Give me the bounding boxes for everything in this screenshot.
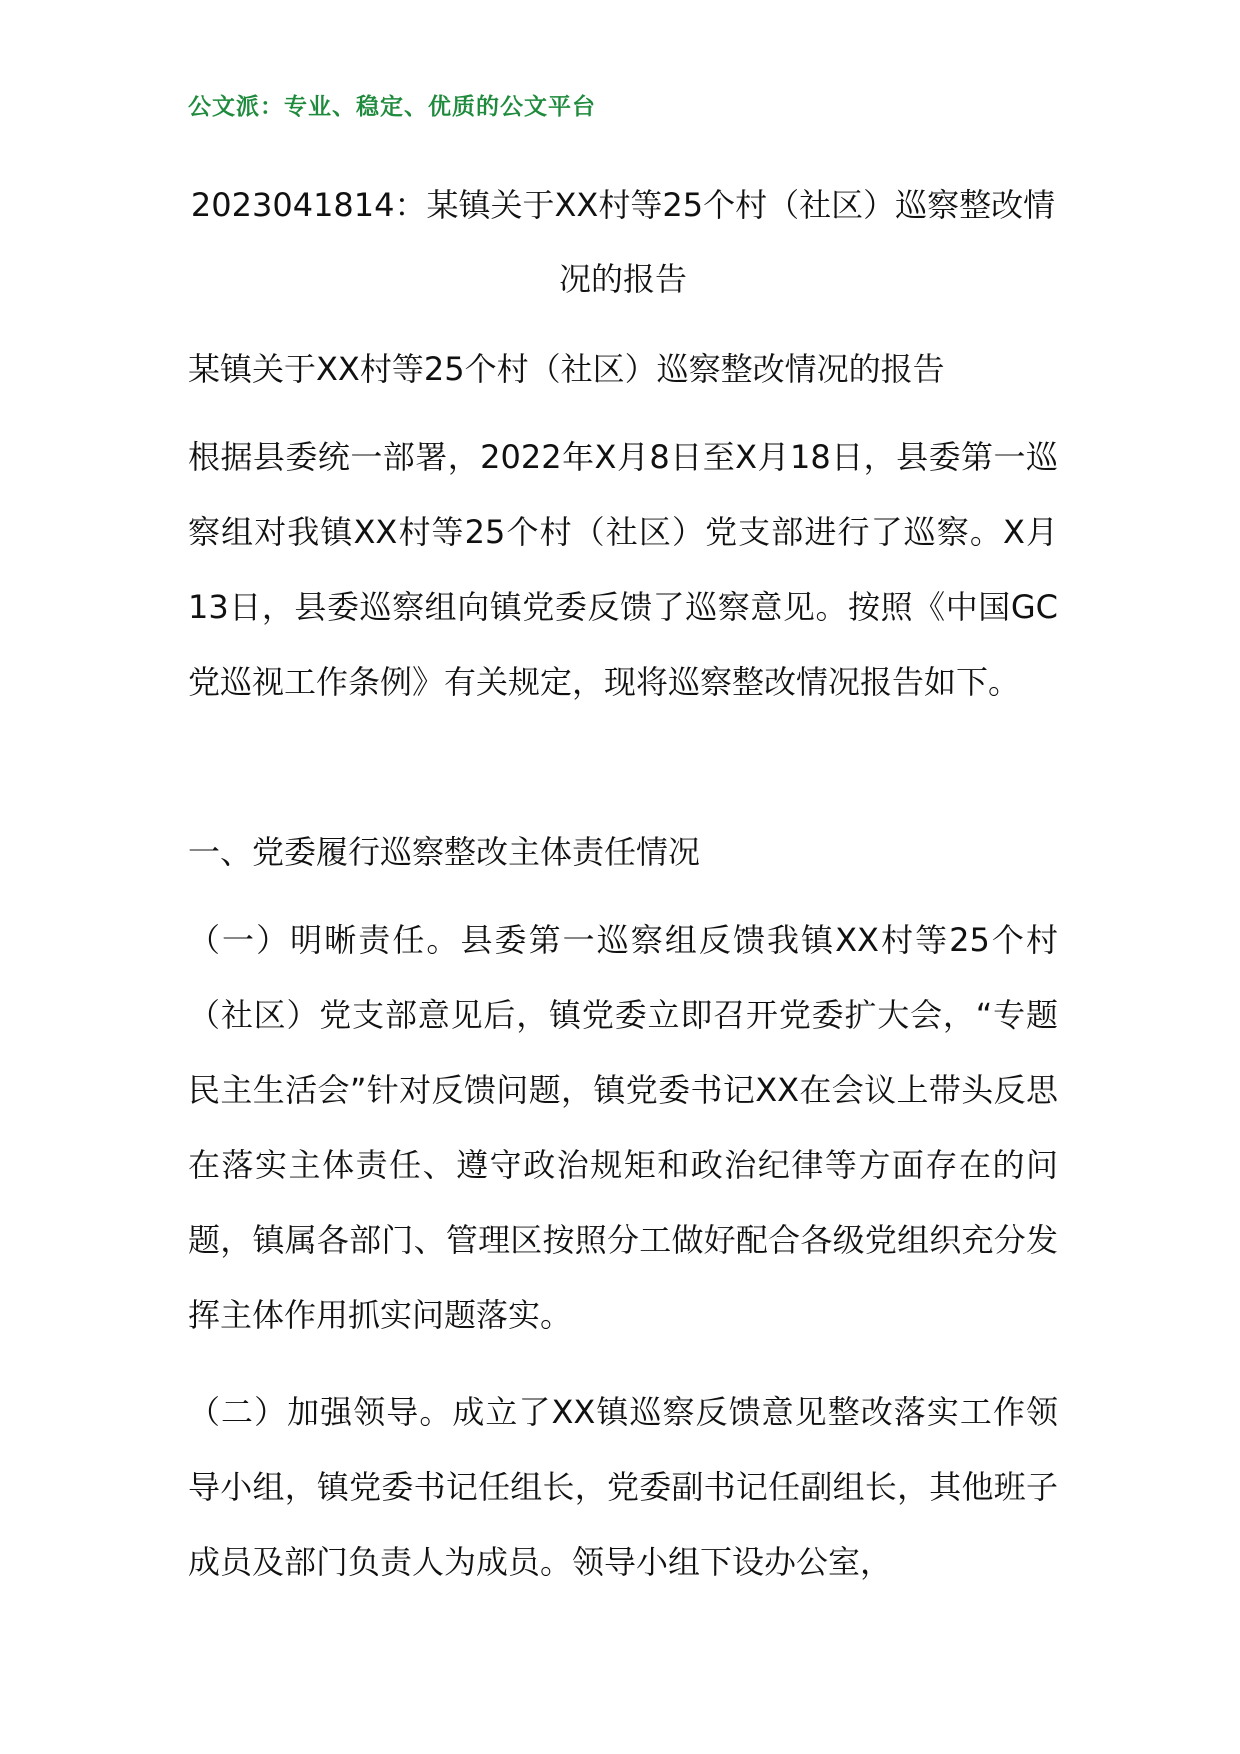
document-title: 2023041814：某镇关于XX村等25个村（社区）巡察整改情况的报告 (190, 186, 1056, 298)
brand-header: 公文派：专业、稳定、优质的公文平台 (188, 94, 596, 120)
section-heading-1: 一、党委履行巡察整改主体责任情况 (188, 833, 701, 871)
paragraph-strengthen-leadership: （二）加强领导。成立了XX镇巡察反馈意见整改落实工作领导小组，镇党委书记任组长，党委副书记任副组长，其他班子成员及部门负责人为成员。领导小组下设办公室， (188, 1393, 1058, 1581)
paragraph-clarify-responsibility: （一）明晰责任。县委第一巡察组反馈我镇XX村等25个村（社区）党支部意见后，镇党委立即召开党委扩大会，“专题民主生活会”针对反馈问题，镇党委书记XX在会议上带头反思在落实主体责任、遵守政治规矩和政治纪律等方面存在的问题，镇属各部门、管理区按照分工做好配合各级党组织充分发挥主体作用抓实问题落实。 (188, 921, 1058, 1334)
document-subtitle: 某镇关于XX村等25个村（社区）巡察整改情况的报告 (188, 350, 945, 388)
paragraph-intro: 根据县委统一部署，2022年X月8日至X月18日，县委第一巡察组对我镇XX村等25个村（社区）党支部进行了巡察。X月13日，县委巡察组向镇党委反馈了巡察意见。按照《中国GC党巡视工作条例》有关规定，现将巡察整改情况报告如下。 (188, 438, 1058, 701)
